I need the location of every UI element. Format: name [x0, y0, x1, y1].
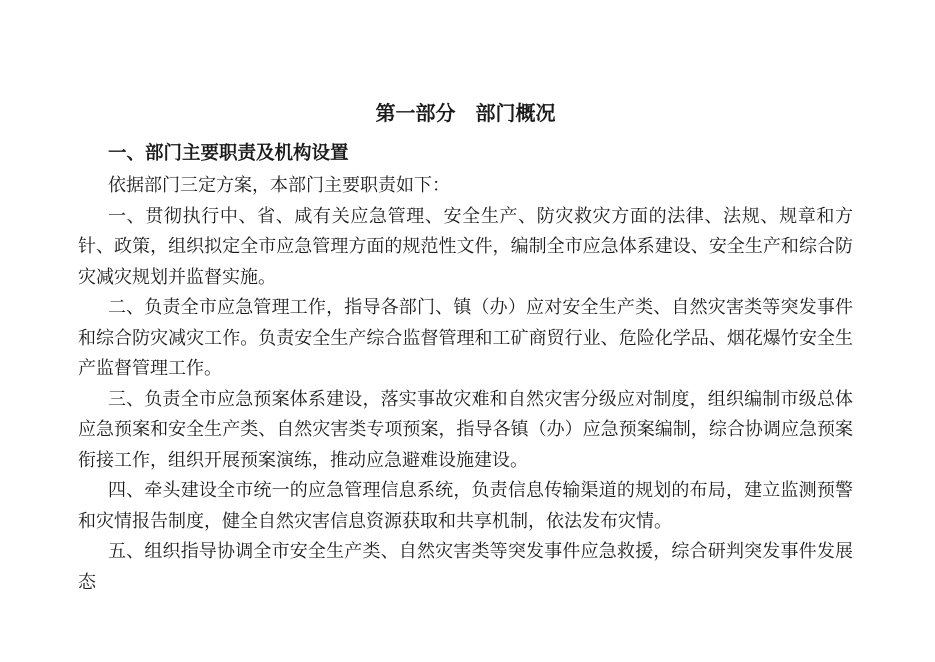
intro-paragraph: 依据部门三定方案，本部门主要职责如下：: [108, 175, 450, 195]
section-heading: 一、部门主要职责及机构设置: [108, 144, 349, 164]
paragraph-duty-5: 五、组织指导协调全市安全生产类、自然灾害类等突发事件应急救援，综合研判突发事件发展态: [78, 541, 853, 592]
paragraph-duty-3: 三、负责全市应急预案体系建设，落实事故灾难和自然灾害分级应对制度，组织编制市级总体应急预案和安全生产类、自然灾害类专项预案，指导各镇（办）应急预案编制，综合协调应急预案衔接工作，组织开展预案演练，推动应急避难设施建设。: [78, 388, 853, 470]
paragraph-duty-2: 二、负责全市应急管理工作，指导各部门、镇（办）应对安全生产类、自然灾害类等突发事件和综合防灾减灾工作。负责安全生产综合监督管理和工矿商贸行业、危险化学品、烟花爆竹安全生产监督管理工作。: [78, 297, 853, 378]
document-title: 第一部分 部门概况: [375, 103, 556, 125]
paragraph-duty-1: 一、贯彻执行中、省、咸有关应急管理、安全生产、防灾救灾方面的法律、法规、规章和方针、政策，组织拟定全市应急管理方面的规范性文件，编制全市应急体系建设、安全生产和综合防灾减灾规划并监督实施。: [78, 205, 853, 287]
document-body: [0, 96, 935, 597]
paragraph-duty-4: 四、牵头建设全市统一的应急管理信息系统，负责信息传输渠道的规划的布局，建立监测预警和灾情报告制度，健全自然灾害信息资源获取和共享机制，依法发布灾情。: [78, 480, 853, 531]
